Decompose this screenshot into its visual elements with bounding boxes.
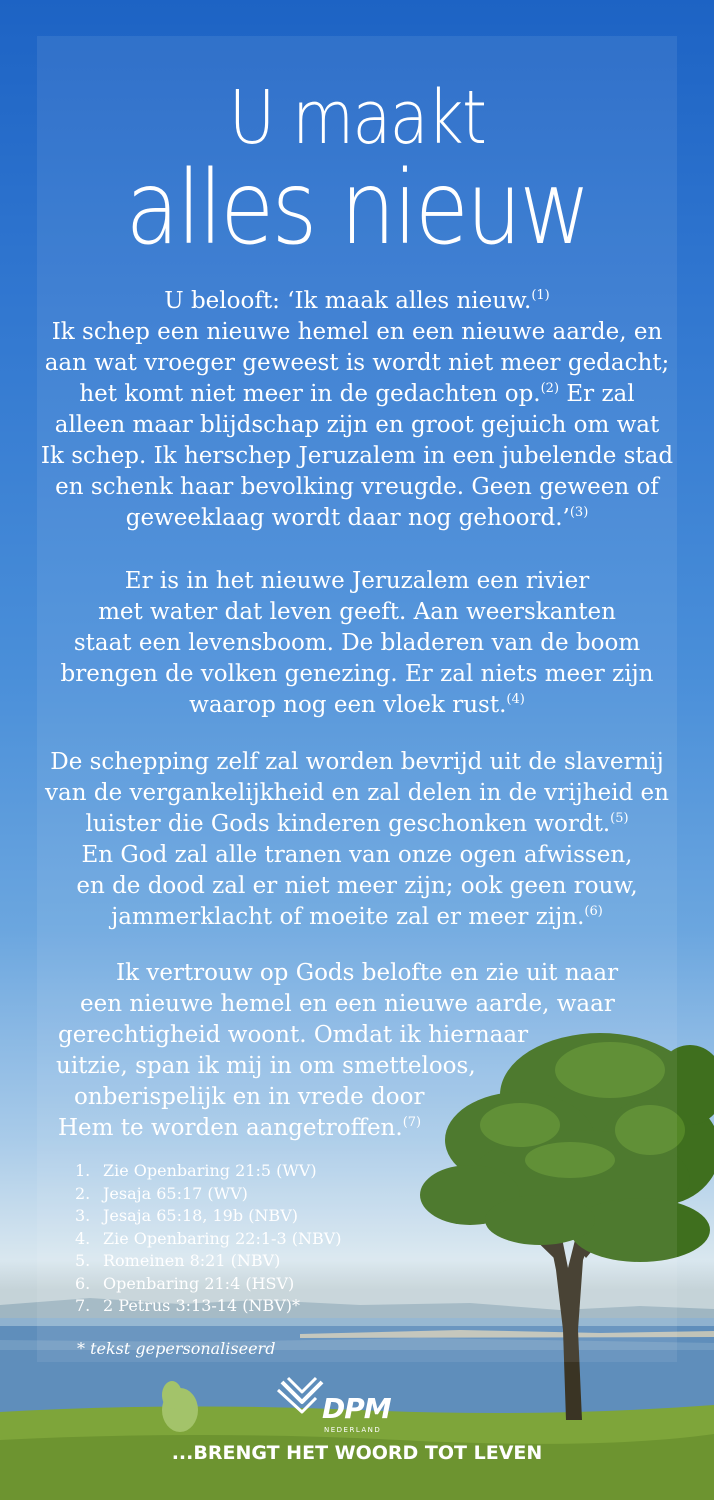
paragraph-line: een nieuwe hemel en een nieuwe aarde, waar [80, 991, 615, 1017]
paragraph-2 [40, 566, 674, 721]
reference-item: 2. Jesaja 65:17 (WV) [75, 1183, 248, 1203]
reference-item: 1. Zie Openbaring 21:5 (WV) [75, 1161, 317, 1180]
logo-name: DPM [322, 1392, 391, 1425]
paragraph-line: luister die Gods kinderen geschonken wordt.$^{(5)}$ [85, 811, 629, 837]
paragraph-line: jammerklacht of moeite zal er meer zijn.$^{(6)}$ [111, 904, 603, 930]
reference-item: 5. Romeinen 8:21 (NBV) [75, 1251, 281, 1270]
personalized-note: * tekst gepersonaliseerd [77, 1339, 276, 1358]
reference-item: 7. 2 Petrus 3:13-14 (NBV)* [75, 1296, 301, 1315]
paragraph-line: en schenk haar bevolking vreugde. Geen geween of [55, 474, 659, 500]
title-line-2: alles nieuw [125, 149, 589, 268]
paragraph-4 [0, 958, 714, 1144]
reference-item: 6. Openbaring 21:4 (HSV) [75, 1273, 295, 1293]
paragraph-line: U belooft: ‘Ik maak alles nieuw.$^{(1)}$ [164, 288, 550, 314]
paragraph-line: brengen de volken genezing. Er zal niets meer zijn [60, 661, 654, 687]
logo-subtitle: NEDERLAND [324, 1426, 382, 1434]
tagline: ...BRENGT HET WOORD TOT LEVEN [171, 1442, 543, 1464]
paragraph-line: En God zal alle tranen van onze ogen afwissen, [81, 842, 633, 868]
paragraph-line: en de dood zal er niet meer zijn; ook geen rouw, [76, 873, 638, 899]
paragraph-line: uitzie, span ik mij in om smetteloos, [56, 1053, 476, 1079]
paragraph-line: Ik schep een nieuwe hemel en een nieuwe aarde, en [51, 319, 663, 345]
paragraph-line: staat een levensboom. De bladeren van de boom [73, 630, 641, 656]
reference-item: 3. Jesaja 65:18, 19b (NBV) [75, 1206, 298, 1225]
paragraph-line: geweeklaag wordt daar nog gehoord.’$^{(3)}$ [125, 505, 589, 531]
paragraph-line: van de vergankelijkheid en zal delen in de vrijheid en [45, 780, 669, 806]
paragraph-1 [40, 286, 674, 534]
paragraph-line: aan wat vroeger geweest is wordt niet meer gedacht; [44, 350, 670, 376]
references-list [75, 1160, 435, 1318]
paragraph-line: onberispelijk en in vrede door [74, 1084, 425, 1110]
reference-item: 4. Zie Openbaring 22:1-3 (NBV) [75, 1228, 342, 1248]
paragraph-line: Er is in het nieuwe Jeruzalem een rivier [124, 568, 590, 594]
paragraph-line: Ik vertrouw op Gods belofte en zie uit naar [116, 960, 619, 986]
paragraph-line: Ik schep. Ik herschep Jeruzalem in een jubelende stad [40, 443, 674, 469]
paragraph-3 [40, 747, 674, 933]
paragraph-line: Hem te worden aangetroffen.$^{(7)}$ [58, 1115, 422, 1141]
dpm-logo [272, 1376, 412, 1440]
paragraph-line: De schepping zelf zal worden bevrijd uit de slavernij [50, 749, 664, 775]
paragraph-line: waarop nog een vloek rust.$^{(4)}$ [189, 692, 525, 718]
paragraph-line: alleen maar blijdschap zijn en groot gejuich om wat [54, 412, 660, 438]
paragraph-line: het komt niet meer in de gedachten op.$^{(2)}$ Er zal [79, 381, 635, 407]
paragraph-line: met water dat leven geeft. Aan weerskanten [98, 599, 616, 625]
title-line-1: U maakt [228, 75, 486, 161]
paragraph-line: gerechtigheid woont. Omdat ik hiernaar [58, 1022, 529, 1048]
